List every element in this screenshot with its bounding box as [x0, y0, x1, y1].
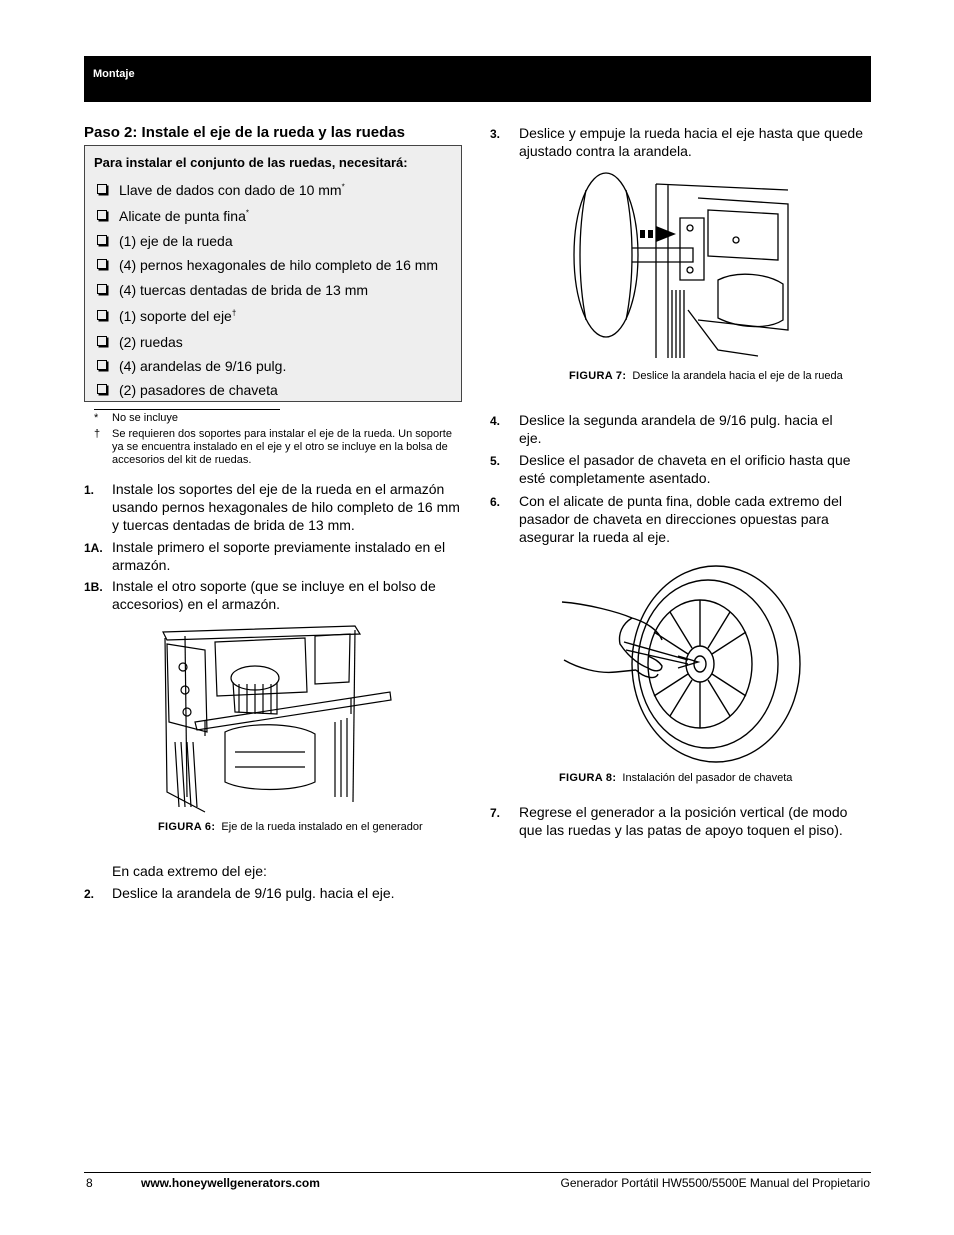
- tools-box-title: Para instalar el conjunto de las ruedas, necesitará:: [94, 155, 408, 170]
- checkbox-icon: [97, 184, 107, 194]
- footer-manual-title: Generador Portátil HW5500/5500E Manual del Propietario: [560, 1176, 870, 1190]
- tool-item: (1) eje de la rueda: [97, 233, 233, 249]
- checkbox-icon: [97, 235, 107, 245]
- figure7-illustration: [568, 170, 792, 360]
- checkbox-icon: [97, 259, 107, 269]
- figure6-caption: FIGURA 6: Eje de la rueda instalado en el generador: [158, 821, 423, 833]
- step-title: Paso 2: Instale el eje de la rueda y las ruedas: [84, 124, 405, 141]
- tool-item: (2) pasadores de chaveta: [97, 382, 278, 398]
- tool-item: (4) tuercas dentadas de brida de 13 mm: [97, 282, 368, 298]
- footnote-divider: [94, 409, 280, 410]
- checkbox-icon: [97, 384, 107, 394]
- tool-item: (2) ruedas: [97, 334, 183, 350]
- figure8-illustration: [558, 560, 804, 766]
- checkbox-icon: [97, 336, 107, 346]
- figure8-caption: FIGURA 8: Instalación del pasador de chaveta: [559, 772, 793, 784]
- tool-item: (4) pernos hexagonales de hilo completo de 16 mm: [97, 257, 438, 273]
- footer-url: www.honeywellgenerators.com: [141, 1176, 320, 1190]
- tool-item: (1) soporte del eje†: [97, 308, 236, 324]
- tool-item: Llave de dados con dado de 10 mm*: [97, 182, 345, 198]
- checkbox-icon: [97, 284, 107, 294]
- figure6-illustration: [155, 622, 395, 814]
- checkbox-icon: [97, 360, 107, 370]
- section-title: Montaje: [93, 68, 135, 80]
- tool-item: (4) arandelas de 9/16 pulg.: [97, 358, 286, 374]
- figure7-caption: FIGURA 7: Deslice la arandela hacia el eje de la rueda: [569, 370, 843, 382]
- checkbox-icon: [97, 210, 107, 220]
- tools-needed-box: [84, 145, 462, 402]
- footer-divider: [84, 1172, 871, 1173]
- page-number: 8: [86, 1176, 93, 1190]
- tool-item: Alicate de punta fina*: [97, 208, 249, 224]
- checkbox-icon: [97, 310, 107, 320]
- section-header-bar: [84, 56, 871, 102]
